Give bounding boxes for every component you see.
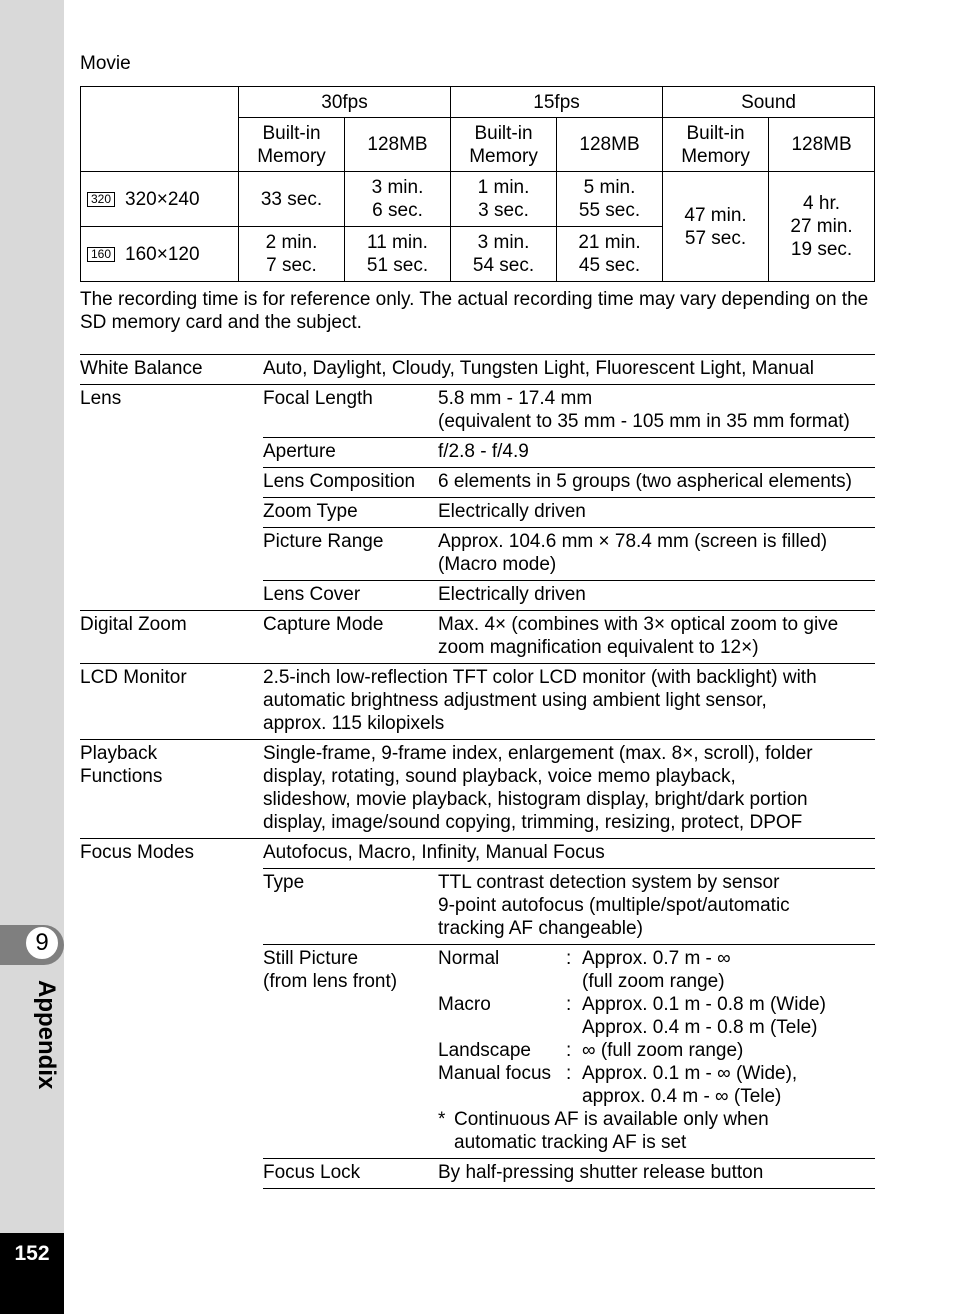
resolution-320-icon: 320 (87, 192, 115, 207)
subheader-128mb: 128MB (345, 118, 451, 172)
sound-builtin-cell: 47 min. 57 sec. (663, 172, 769, 282)
sidebar (0, 0, 64, 1314)
table-cell: 2 min. 7 sec. (239, 227, 345, 282)
spec-sublabel: Zoom Type (263, 498, 438, 528)
spec-value: Autofocus, Macro, Infinity, Manual Focus (263, 839, 875, 869)
table-corner-cell (81, 87, 239, 172)
movie-recording-table (80, 86, 875, 282)
spec-value: 2.5-inch low-reflection TFT color LCD monitor (with backlight) with automatic brightness adjustment using ambient light sensor, approx. 115 kilopixels (263, 664, 875, 740)
spec-sublabel: Aperture (263, 438, 438, 468)
distance-value: Approx. 0.1 m - 0.8 m (Wide) Approx. 0.4 m - 0.8 m (Tele) (582, 994, 826, 1038)
list-item (438, 1062, 826, 1108)
list-item (438, 1039, 826, 1062)
table-cell: 3 min. 6 sec. (345, 172, 451, 227)
distance-value: Approx. 0.7 m - ∞ (full zoom range) (582, 948, 731, 992)
spec-sublabel: Lens Composition (263, 468, 438, 498)
recording-time-note: The recording time is for reference only. The actual recording time may vary depending on the SD memory card and the subject. (80, 289, 869, 333)
spec-label: Digital Zoom (80, 611, 263, 664)
spec-row-focus-modes (80, 839, 875, 869)
distance-colon: : (566, 948, 572, 969)
header-sound: Sound (663, 87, 875, 118)
spec-row-digital-zoom (80, 611, 875, 664)
spec-row-lcd-monitor (80, 664, 875, 740)
spec-row-playback (80, 740, 875, 839)
spec-label: White Balance (80, 358, 203, 379)
spec-value: TTL contrast detection system by sensor 9-point autofocus (multiple/spot/automatic tracking AF changeable) (438, 869, 875, 945)
table-cell: 11 min. 51 sec. (345, 227, 451, 282)
subheader-builtin: Built-in Memory (239, 118, 345, 172)
spec-value: By half-pressing shutter release button (438, 1159, 875, 1189)
spec-sublabel: Focus Lock (263, 1159, 438, 1189)
spec-row-lens (80, 385, 875, 438)
distance-value: ∞ (full zoom range) (582, 1040, 744, 1061)
focus-distance-table (438, 947, 826, 1108)
subheader-128mb: 128MB (769, 118, 875, 172)
table-cell: 3 min. 54 sec. (451, 227, 557, 282)
resolution-label: 320×240 (125, 188, 200, 210)
chapter-title: Appendix (33, 980, 60, 1090)
table-cell: 21 min. 45 sec. (557, 227, 663, 282)
spec-value: f/2.8 - f/4.9 (438, 438, 875, 468)
table-cell: 1 min. 3 sec. (451, 172, 557, 227)
spec-value: 5.8 mm - 17.4 mm (equivalent to 35 mm - 105 mm in 35 mm format) (438, 385, 875, 438)
spec-sublabel: Capture Mode (263, 611, 438, 664)
distance-mode: Manual focus (438, 1063, 552, 1084)
spec-sublabel: Type (263, 869, 438, 945)
movie-section-title: Movie (80, 53, 131, 74)
subheader-128mb: 128MB (557, 118, 663, 172)
spec-value: Single-frame, 9-frame index, enlargement (max. 8×, scroll), folder display, rotating, sound playback, voice memo playback, slideshow, movie playback, histogram display, bright/dark portion display, image/sound copying, trimming, resizing, protect, DPOF (263, 740, 875, 839)
spec-sublabel: Picture Range (263, 528, 438, 581)
sound-128mb-cell: 4 hr. 27 min. 19 sec. (769, 172, 875, 282)
table-row (81, 172, 875, 227)
spec-sublabel: Still Picture (from lens front) (263, 945, 438, 1159)
distance-colon: : (566, 1040, 572, 1061)
spec-value: Electrically driven (438, 581, 875, 611)
spec-value: 6 elements in 5 groups (two aspherical elements) (438, 468, 875, 498)
chapter-number-badge (26, 927, 58, 959)
distance-mode: Normal (438, 948, 500, 969)
spec-sublabel: Focal Length (263, 385, 438, 438)
header-30fps: 30fps (239, 87, 451, 118)
subheader-builtin: Built-in Memory (451, 118, 557, 172)
table-cell: 5 min. 55 sec. (557, 172, 663, 227)
spec-value: Auto, Daylight, Cloudy, Tungsten Light, Fluorescent Light, Manual (263, 358, 814, 379)
distance-value: Approx. 0.1 m - ∞ (Wide), approx. 0.4 m - ∞ (Tele) (582, 1063, 798, 1107)
table-cell: 33 sec. (239, 172, 345, 227)
footnote-asterisk: * (438, 1109, 446, 1130)
spec-value: Electrically driven (438, 498, 875, 528)
spec-value: Max. 4× (combines with 3× optical zoom to give zoom magnification equivalent to 12×) (438, 611, 875, 664)
list-item (438, 993, 826, 1039)
chapter-number: 9 (35, 929, 49, 956)
row-label (81, 227, 239, 282)
subheader-builtin: Built-in Memory (663, 118, 769, 172)
focus-distance-cell (438, 945, 875, 1159)
page-number: 152 (14, 1242, 50, 1265)
footnote (438, 1108, 875, 1154)
spec-label: Focus Modes (80, 839, 263, 1189)
distance-mode: Landscape (438, 1040, 531, 1061)
distance-mode: Macro (438, 994, 491, 1015)
spec-row-white-balance (80, 355, 875, 385)
header-15fps: 15fps (451, 87, 663, 118)
distance-colon: : (566, 994, 572, 1015)
footnote-text: Continuous AF is available only when automatic tracking AF is set (454, 1109, 769, 1153)
spec-sublabel: Lens Cover (263, 581, 438, 611)
specifications-table (80, 354, 875, 1189)
spec-label: LCD Monitor (80, 664, 263, 740)
spec-label: Lens (80, 385, 263, 611)
distance-colon: : (566, 1063, 572, 1084)
spec-label: Playback Functions (80, 740, 263, 839)
spec-value: Approx. 104.6 mm × 78.4 mm (screen is filled) (Macro mode) (438, 528, 875, 581)
list-item (438, 947, 826, 993)
resolution-160-icon: 160 (87, 247, 115, 262)
row-label (81, 172, 239, 227)
resolution-label: 160×120 (125, 243, 200, 265)
